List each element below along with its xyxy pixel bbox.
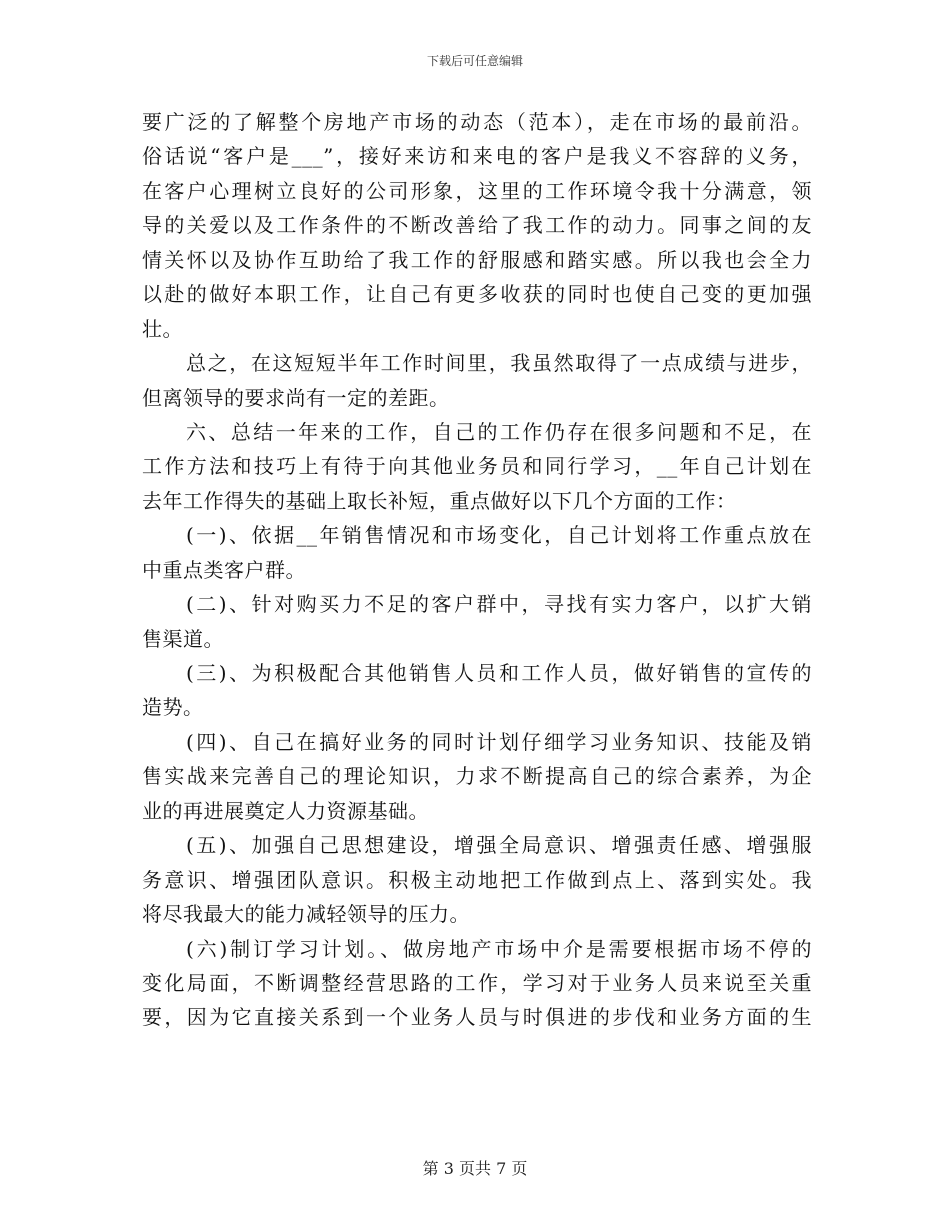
text-line-4: 导的关爱以及工作条件的不断改善给了我工作的动力。同事之间的友 bbox=[142, 213, 812, 238]
text-line-22: (五)、加强自己思想建设，增强全局意识、增强责任感、增强服 bbox=[186, 833, 812, 858]
text-line-16: 售渠道。 bbox=[142, 626, 224, 651]
text-line-10: 六、总结一年来的工作，自己的工作仍存在很多问题和不足，在 bbox=[186, 419, 812, 444]
text-line-2: 俗话说“客户是___”，接好来访和来电的客户是我义不容辞的义务， bbox=[142, 144, 812, 169]
text-line-17: (三)、为积极配合其他销售人员和工作人员，做好销售的宣传的 bbox=[186, 661, 812, 685]
text-line-18: 造势。 bbox=[142, 695, 204, 720]
text-line-6: 以赴的做好本职工作，让自己有更多收获的同时也使自己变的更加强 bbox=[142, 282, 812, 307]
text-line-21: 业的再进展奠定人力资源基础。 bbox=[142, 798, 429, 823]
text-line-5: 情关怀以及协作互助给了我工作的舒服感和踏实感。所以我也会全力 bbox=[142, 247, 812, 272]
text-line-9: 但离领导的要求尚有一定的差距。 bbox=[142, 385, 450, 410]
text-line-1: 要广泛的了解整个房地产市场的动态（范本），走在市场的最前沿。 bbox=[142, 110, 812, 134]
text-line-20: 售实战来完善自己的理论知识，力求不断提高自己的综合素养，为企 bbox=[142, 764, 812, 789]
text-line-14: 中重点类客户群。 bbox=[142, 557, 306, 582]
text-line-26: 变化局面，不断调整经营思路的工作，学习对于业务人员来说至关重 bbox=[142, 970, 812, 995]
text-line-3: 在客户心理树立良好的公司形象，这里的工作环境令我十分满意，领 bbox=[142, 178, 812, 203]
page-header: 下载后可任意编辑 bbox=[426, 54, 523, 68]
text-line-11: 工作方法和技巧上有待于向其他业务员和同行学习，__年自己计划在 bbox=[142, 454, 812, 479]
text-line-23: 务意识、增强团队意识。积极主动地把工作做到点上、落到实处。我 bbox=[142, 867, 812, 892]
text-line-13: (一)、依据__年销售情况和市场变化，自己计划将工作重点放在 bbox=[186, 523, 812, 548]
text-line-25: (六)制订学习计划。、做房地产市场中介是需要根据市场不停的 bbox=[186, 936, 812, 961]
text-line-12: 去年工作得失的基础上取长补短，重点做好以下几个方面的工作： bbox=[142, 488, 737, 513]
page-footer: 第 3 页共 7 页 bbox=[422, 1159, 528, 1178]
text-line-24: 将尽我最大的能力减轻领导的压力。 bbox=[142, 902, 470, 927]
text-line-27: 要，因为它直接关系到一个业务人员与时俱进的步伐和业务方面的生 bbox=[142, 1005, 812, 1030]
text-line-7: 壮。 bbox=[142, 316, 183, 341]
document-body bbox=[142, 105, 812, 1035]
text-line-19: (四)、自己在搞好业务的同时计划仔细学习业务知识、技能及销 bbox=[186, 729, 812, 754]
text-line-15: (二)、针对购买力不足的客户群中，寻找有实力客户，以扩大销 bbox=[186, 592, 812, 617]
text-line-8: 总之，在这短短半年工作时间里，我虽然取得了一点成绩与进步， bbox=[186, 351, 812, 376]
